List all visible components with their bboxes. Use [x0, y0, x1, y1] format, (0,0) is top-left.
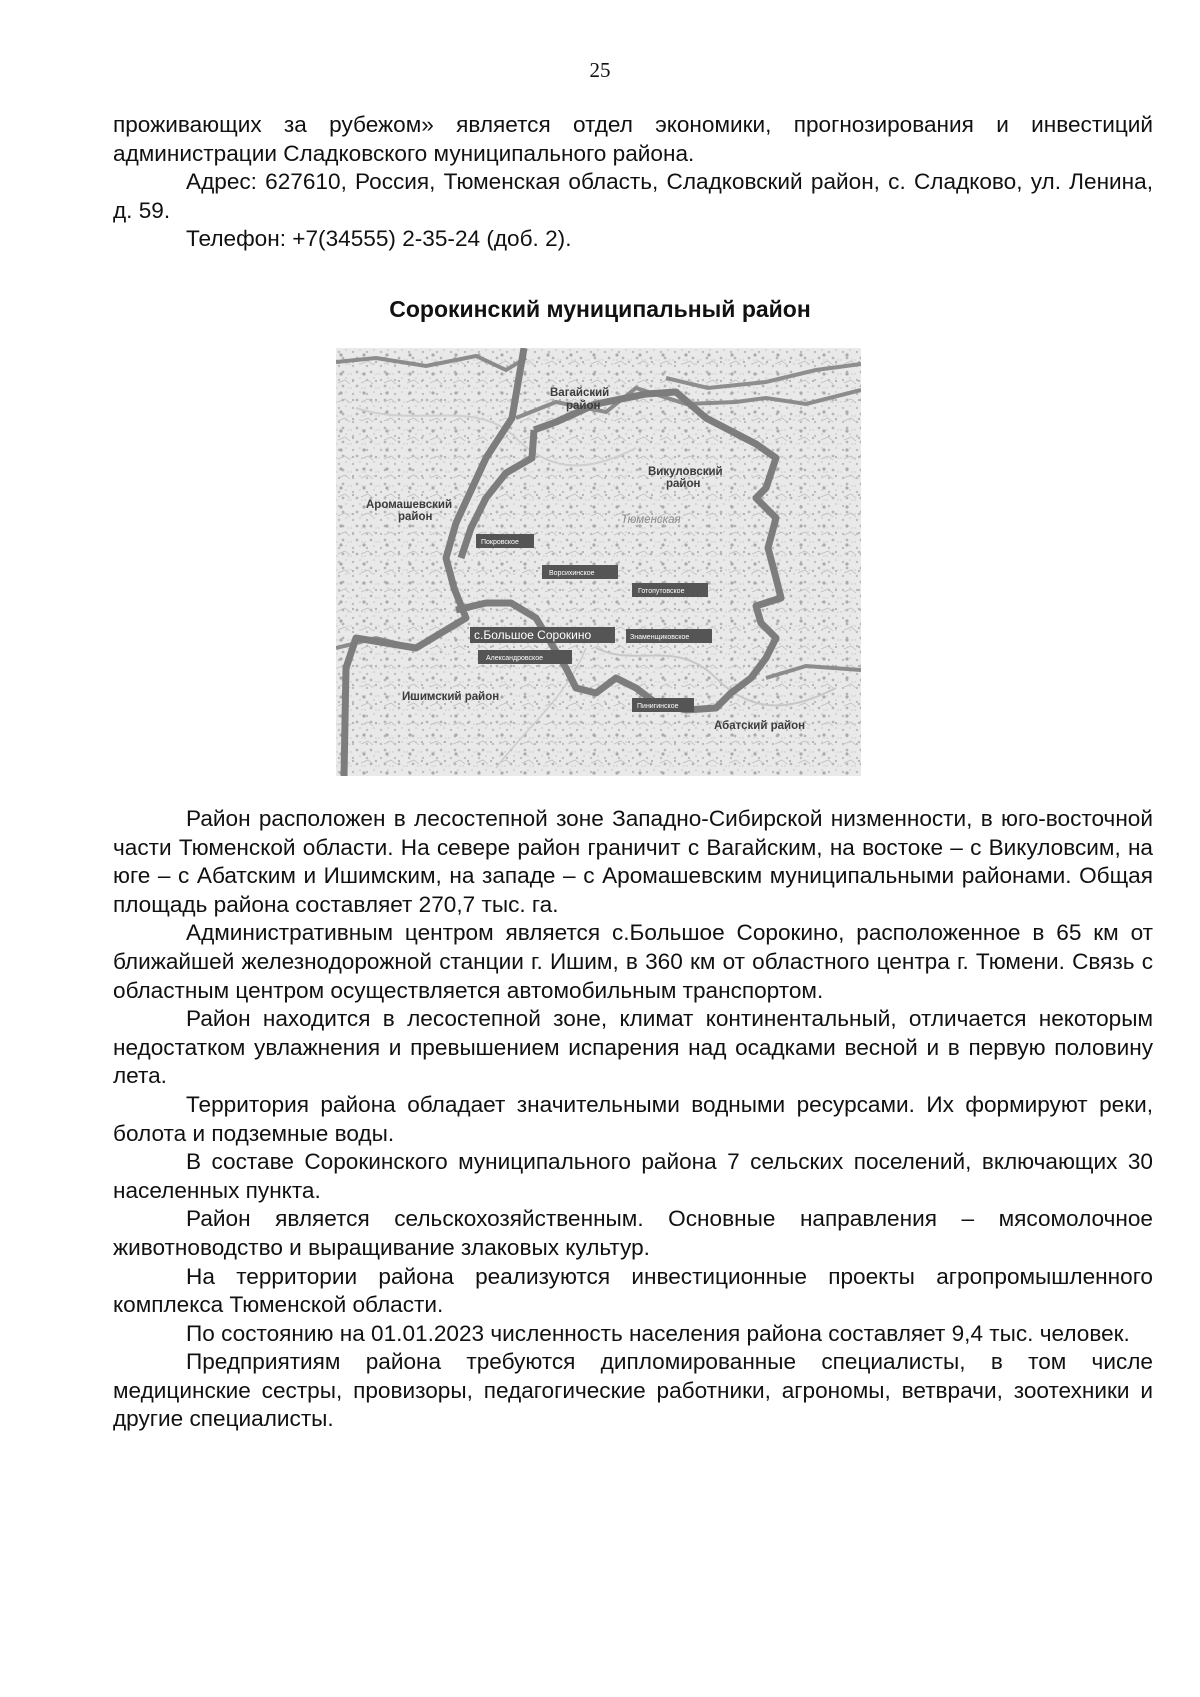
- label-vikulovo: Викуловский: [648, 466, 723, 478]
- address-line: Адрес: 627610, Россия, Тюменская область, Сладковский район, с. Сладково, ул. Ленина, д. 59.: [113, 169, 1153, 223]
- label-aromashevo-2: район: [398, 511, 433, 523]
- label-abatsk: Абатский район: [714, 720, 806, 732]
- intro-text: [113, 111, 1153, 254]
- intro-continuation: проживающих за рубежом» является отдел экономики, прогнозирования и инвестиций администрации Сладковского муниципального района.: [113, 112, 1153, 166]
- district-map-svg: [336, 348, 861, 776]
- page-number: 25: [589, 58, 611, 82]
- settlement-pokrovskoe: Покровское: [481, 539, 519, 546]
- label-vagai: Вагайский: [550, 387, 610, 399]
- paragraph: На территории района реализуются инвестиционные проекты агропромышленного комплекса Тюменской области.: [113, 1263, 1153, 1318]
- section-title: Сорокинский муниципальный район: [389, 296, 811, 322]
- paragraph: Район находится в лесостепной зоне, климат континентальный, отличается некоторым недостатком увлажнения и превышением испарения над осадками весной и в первую половину лета.: [113, 1006, 1153, 1089]
- settlement-znamenshchikovskoe: Знаменщиковское: [630, 634, 690, 641]
- settlement-aleksandrovskoe: Александровское: [486, 655, 543, 662]
- paragraph: По состоянию на 01.01.2023 численность населения района составляет 9,4 тыс. человек.: [186, 1320, 1130, 1346]
- label-vagai-2: район: [566, 400, 601, 412]
- settlement-gotoputovskoe: Готопутовское: [638, 588, 685, 595]
- settlement-pinigenskoe: Пинигинское: [637, 703, 679, 710]
- label-vikulovo-2: район: [666, 478, 701, 490]
- label-tyumen: Тюменская: [621, 514, 681, 526]
- label-aromashevo: Аромашевский: [366, 499, 453, 511]
- paragraph: Территория района обладает значительными водными ресурсами. Их формируют реки, болота и подземные воды.: [113, 1091, 1153, 1146]
- paragraph: Район является сельскохозяйственным. Основные направления – мясомолочное животноводство и выращивание злаковых культур.: [113, 1206, 1153, 1260]
- settlement-vorsikhinskoe: Ворсихинское: [549, 570, 595, 577]
- label-ishim: Ишимский район: [402, 691, 500, 703]
- district-map: [336, 348, 861, 776]
- settlement-bolshoe-sorokino: с.Большое Сорокино: [474, 628, 592, 642]
- paragraph: Район расположен в лесостепной зоне Западно-Сибирской низменности, в юго-восточной части Тюменской области. На севере район граничит с Вагайским, на востоке – с Викуловсим, на юге – с Абатским и Ишимским, на западе – с Аромашевским муниципальными районами. Общая площадь района составляет 270,7 тыс. га.: [113, 806, 1153, 917]
- phone-line: Телефон: +7(34555) 2-35-24 (доб. 2).: [186, 226, 572, 252]
- paragraph: В составе Сорокинского муниципального района 7 сельских поселений, включающих 30 населенных пункта.: [113, 1149, 1153, 1203]
- paragraph: Административным центром является с.Большое Сорокино, расположенное в 65 км от ближайшей железнодорожной станции г. Ишим, в 360 км от областного центра г. Тюмени. Связь с областным центром осуществляется автомобильным транспортом.: [113, 920, 1153, 1003]
- body-text: [113, 805, 1153, 1434]
- paragraph: Предприятиям района требуются дипломированные специалисты, в том числе медицинские сестры, провизоры, педагогические работники, агрономы, ветврачи, зоотехники и другие специалисты.: [113, 1349, 1153, 1432]
